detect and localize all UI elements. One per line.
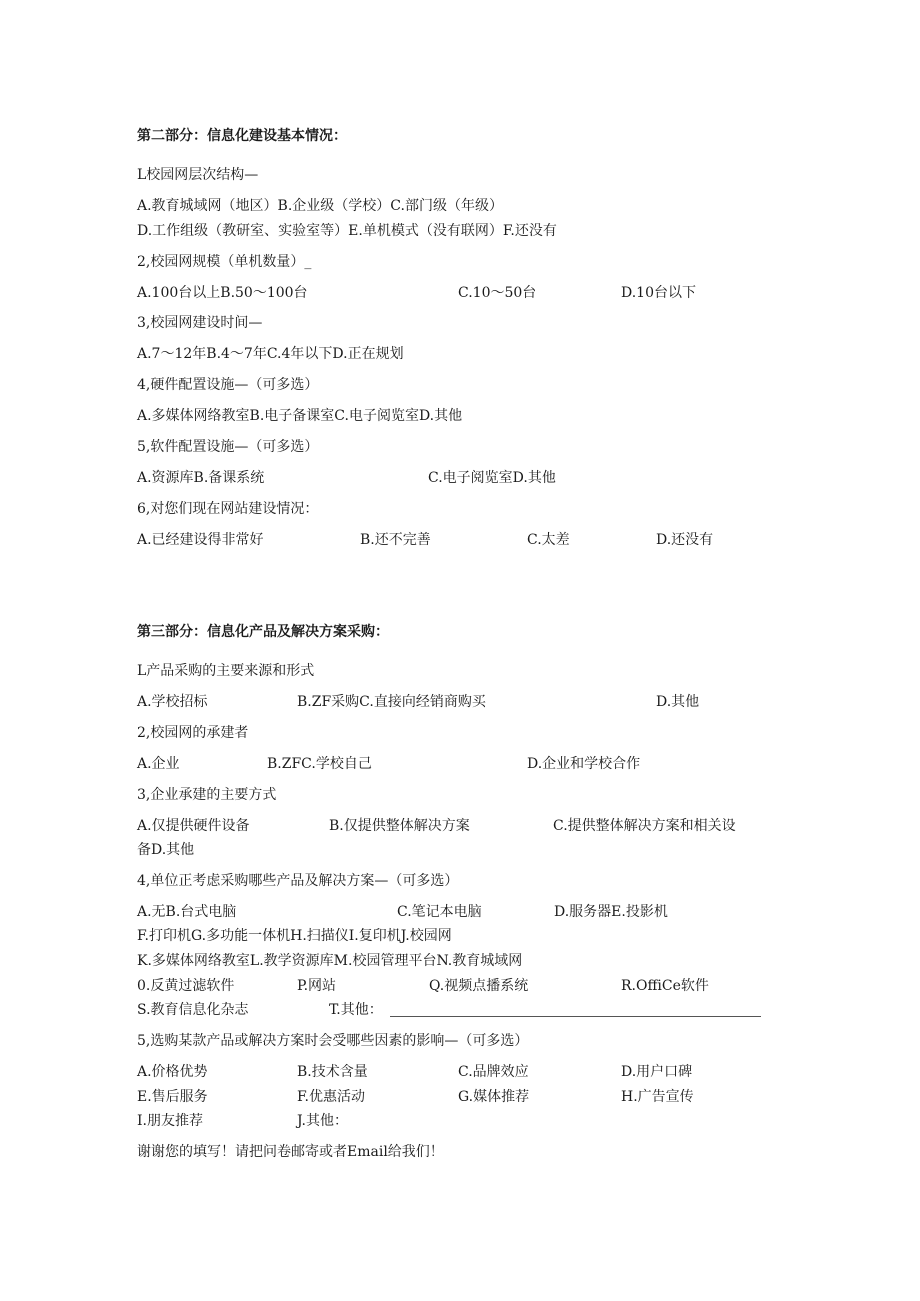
part2-q1-title: L校园网层次结构— bbox=[137, 167, 259, 183]
part3-q4-row5-t: T.其他： bbox=[329, 1002, 383, 1018]
part3-q5-option-c: C.品牌效应 bbox=[458, 1064, 529, 1080]
part2-q5-option-ab: A.资源库B.备课系统 bbox=[137, 470, 265, 486]
part2-q1-options-line2: D.工作组级（教研室、实验室等）E.单机模式（没有联网）F.还没有 bbox=[137, 223, 557, 239]
part3-q4-title: 4,单位正考虑采购哪些产品及解决方案—（可多选） bbox=[137, 873, 459, 889]
part2-q4-title: 4,硬件配置设施—（可多选） bbox=[137, 377, 319, 393]
part3-q1-option-bc: B.ZF采购C.直接向经销商购买 bbox=[297, 694, 486, 710]
part2-q6-option-c: C.太差 bbox=[527, 532, 570, 548]
part3-q4-row1-c: C.笔记本电脑 bbox=[397, 904, 482, 920]
part3-q3-title: 3,企业承建的主要方式 bbox=[137, 787, 277, 803]
part3-q4-row4-r: R.OffiCe软件 bbox=[621, 978, 709, 994]
part3-q2-option-bc: B.ZFC.学校自己 bbox=[267, 756, 372, 772]
part3-q4-row2: F.打印机G.多功能一体机H.扫描仪I.复印机J.校园网 bbox=[137, 928, 452, 944]
part2-q3-options: A.7～12年B.4～7年C.4年以下D.正在规划 bbox=[137, 346, 404, 362]
part2-q2-option-d: D.10台以下 bbox=[621, 285, 696, 301]
part3-q5-option-a: A.价格优势 bbox=[137, 1064, 208, 1080]
closing-note: 谢谢您的填写！请把问卷邮寄或者Email给我们！ bbox=[137, 1144, 444, 1160]
part3-q3-option-continued: 备D.其他 bbox=[137, 842, 195, 858]
part3-q4-row1-ab: A.无B.台式电脑 bbox=[137, 904, 237, 920]
part3-q5-option-e: E.售后服务 bbox=[137, 1089, 208, 1105]
part3-q4-row5-s: S.教育信息化杂志 bbox=[137, 1002, 249, 1018]
part2-q6-option-b: B.还不完善 bbox=[360, 532, 431, 548]
part2-q2-title: 2,校园网规模（单机数量）_ bbox=[137, 254, 312, 270]
part3-q5-option-b: B.技术含量 bbox=[297, 1064, 368, 1080]
part3-q5-option-f: F.优惠活动 bbox=[297, 1089, 365, 1105]
part3-q1-option-a: A.学校招标 bbox=[137, 694, 208, 710]
part3-q5-option-d: D.用户口碑 bbox=[621, 1064, 693, 1080]
part3-q2-title: 2,校园网的承建者 bbox=[137, 725, 249, 741]
part3-q3-option-a: A.仅提供硬件设备 bbox=[137, 818, 250, 834]
part2-q5-option-cd: C.电子阅览室D.其他 bbox=[428, 470, 556, 486]
part3-q4-other-blank-line bbox=[390, 1016, 761, 1017]
part3-q3-option-b: B.仅提供整体解决方案 bbox=[329, 818, 470, 834]
part2-q2-option-ab: A.100台以上B.50～100台 bbox=[137, 285, 308, 301]
part3-q5-option-j: J.其他： bbox=[297, 1113, 348, 1129]
part3-q5-option-h: H.广告宣传 bbox=[621, 1089, 694, 1105]
part3-q4-row4-q: Q.视频点播系统 bbox=[429, 978, 529, 994]
part3-q1-title: L产品采购的主要来源和形式 bbox=[137, 663, 315, 679]
part2-heading: 第二部分：信息化建设基本情况： bbox=[137, 128, 347, 144]
part3-q4-row4-p: P.网站 bbox=[297, 978, 337, 994]
part3-q5-title: 5,选购某款产品或解决方案时会受哪些因素的影响—（可多选） bbox=[137, 1033, 529, 1049]
part2-q4-options: A.多媒体网络教室B.电子备课室C.电子阅览室D.其他 bbox=[137, 408, 463, 424]
part3-q2-option-a: A.企业 bbox=[137, 756, 180, 772]
part3-q4-row1-de: D.服务器E.投影机 bbox=[554, 904, 668, 920]
part2-q6-option-a: A.已经建设得非常好 bbox=[137, 532, 264, 548]
part3-q1-option-d: D.其他 bbox=[656, 694, 700, 710]
part3-q3-option-c: C.提供整体解决方案和相关设 bbox=[553, 818, 736, 834]
part3-q5-option-g: G.媒体推荐 bbox=[458, 1089, 530, 1105]
part3-heading: 第三部分：信息化产品及解决方案采购： bbox=[137, 624, 389, 640]
part2-q2-option-c: C.10～50台 bbox=[458, 285, 537, 301]
part3-q4-row3: K.多媒体网络教室L.教学资源库M.校园管理平台N.教育城域网 bbox=[137, 953, 523, 969]
part2-q1-options-line1: A.教育城域网（地区）B.企业级（学校）C.部门级（年级） bbox=[137, 198, 503, 214]
part2-q5-title: 5,软件配置设施—（可多选） bbox=[137, 439, 319, 455]
part3-q5-option-i: I.朋友推荐 bbox=[137, 1113, 203, 1129]
part2-q6-option-d: D.还没有 bbox=[656, 532, 714, 548]
part2-q3-title: 3,校园网建设时间— bbox=[137, 315, 263, 331]
part3-q4-row4-o: 0.反黄过滤软件 bbox=[137, 978, 235, 994]
part3-q2-option-d: D.企业和学校合作 bbox=[527, 756, 641, 772]
part2-q6-title: 6,对您们现在网站建设情况： bbox=[137, 501, 319, 517]
